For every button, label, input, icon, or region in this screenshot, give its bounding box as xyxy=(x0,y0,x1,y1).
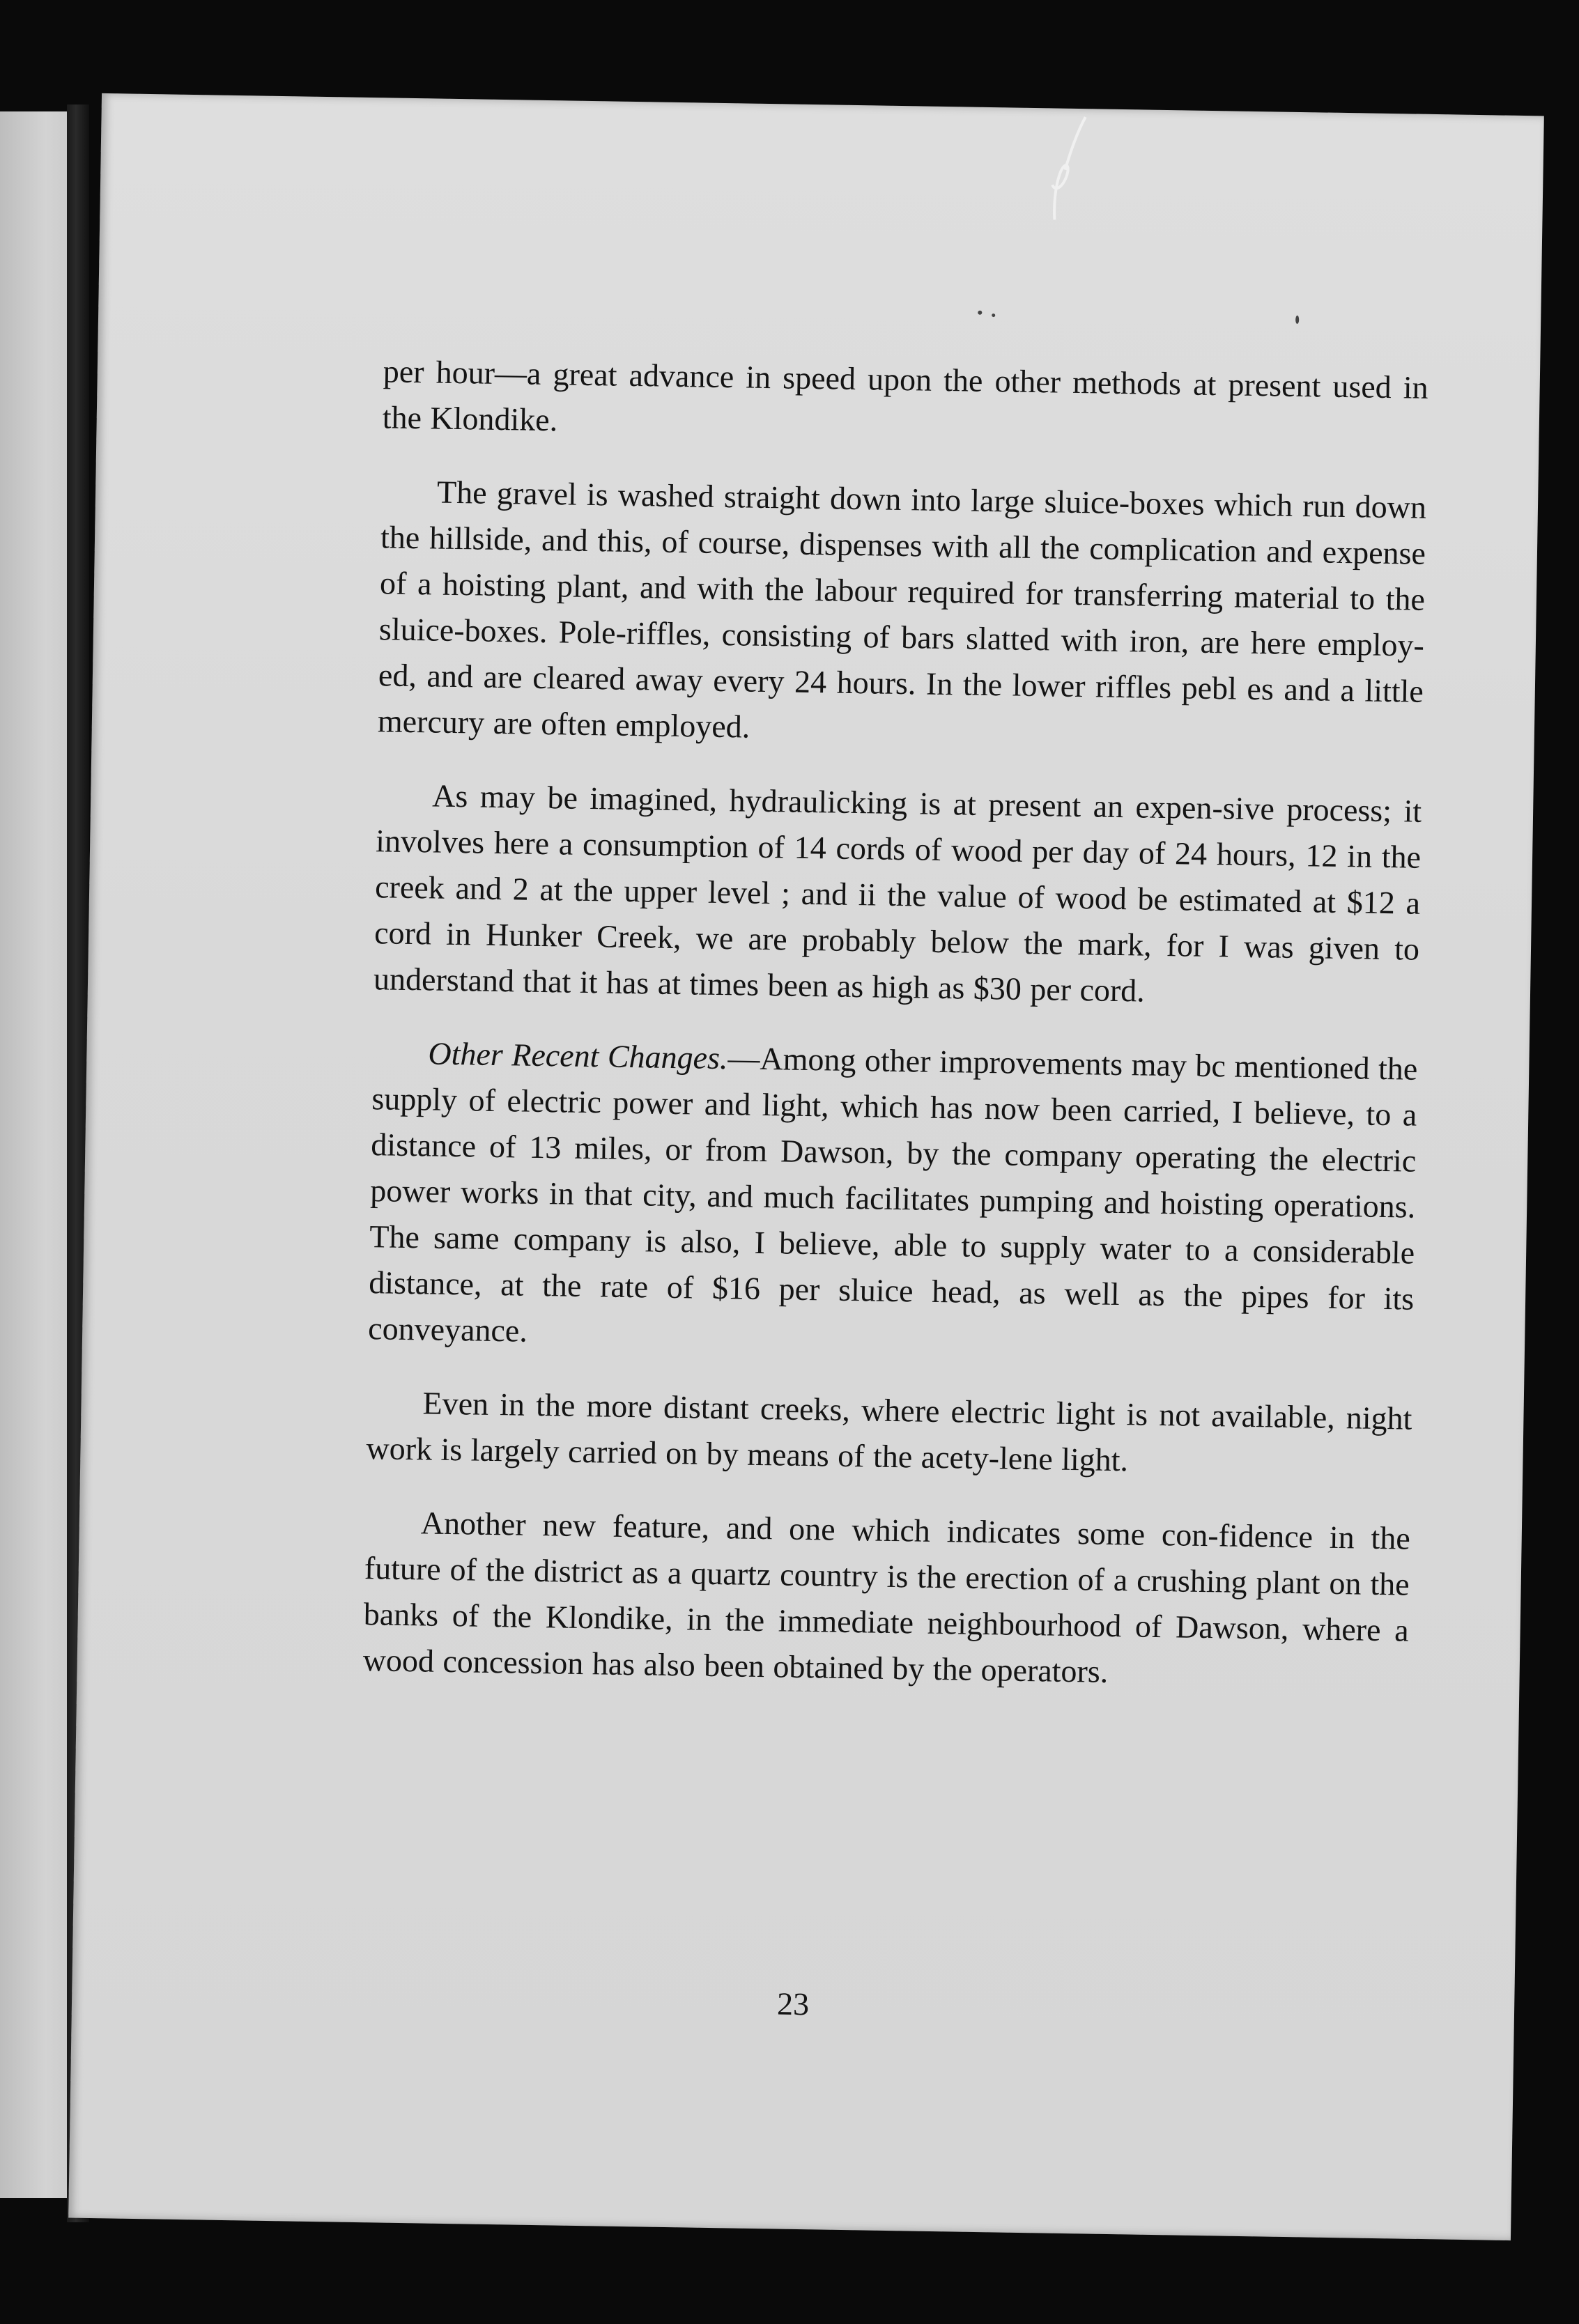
paragraph-text: per hour—a great advance in speed upon the other methods at present used in the Klondike. xyxy=(382,353,1429,438)
page-number: 23 xyxy=(776,1985,810,2022)
book-page xyxy=(68,93,1544,2240)
body-text xyxy=(362,348,1429,1727)
section-lead-heading: Other Recent Changes. xyxy=(428,1035,728,1076)
paragraph-other-changes xyxy=(368,1030,1418,1368)
pen-mark-icon xyxy=(1033,115,1091,227)
paragraph-text: Even in the more distant creeks, where electric light is not available, night work is largely carried on by means of the acety-lene light. xyxy=(366,1385,1412,1478)
paragraph-hydraulicking xyxy=(373,772,1422,1018)
paragraph-night-work xyxy=(366,1379,1412,1488)
speck xyxy=(1295,316,1299,324)
paragraph-crushing-plant xyxy=(362,1499,1410,1700)
paragraph-continuation xyxy=(382,348,1428,457)
paragraph-text: —Among other improvements may bc mentioned the supply of electric power and light, which has now been carried, I believe, to a distance of 13 miles, or from Dawson, by the company operating the electric power works in that city, and much facilitates pumping and hoisting operations. The same company is also, I believe, able to supply water to a considerable distance, at the rate of $16 per sluice head, as well as the pipes for its conveyance. xyxy=(367,1040,1418,1349)
paragraph-text: As may be imagined, hydraulicking is at present an expen-sive process; it involves here a consumption of 14 cords of wood per day of 24 hours, 12 in the creek and 2 at the upper level ; and ii the value of wood be estimated at $12 a cord in Hunker Creek, we are probably below the mark, for I was given to understand that it has at times been as high as $30 per cord. xyxy=(373,777,1422,1009)
paragraph-text: Another new feature, and one which indicates some con-fidence in the future of the district as a quartz country is the erection of a crushing plant on the banks of the Klondike, in the immediate neighbourhood of Dawson, where a wood concession has also been obtained by the operators. xyxy=(362,1505,1411,1689)
paragraph-text: The gravel is washed straight down into large sluice-boxes which run down the hillside, and this, of course, dispenses with all the complication and expense of a hoisting plant, and with the labour required for transferring material to the sluice-boxes. Pole-riffles, consisting of bars slatted with iron, are here employ-ed, and are cleared away every 24 hours. In the lower riffles pebl es and a little mercury are often employed. xyxy=(377,474,1427,745)
speck xyxy=(978,311,982,315)
speck xyxy=(992,313,995,317)
paragraph-gravel xyxy=(377,468,1426,761)
